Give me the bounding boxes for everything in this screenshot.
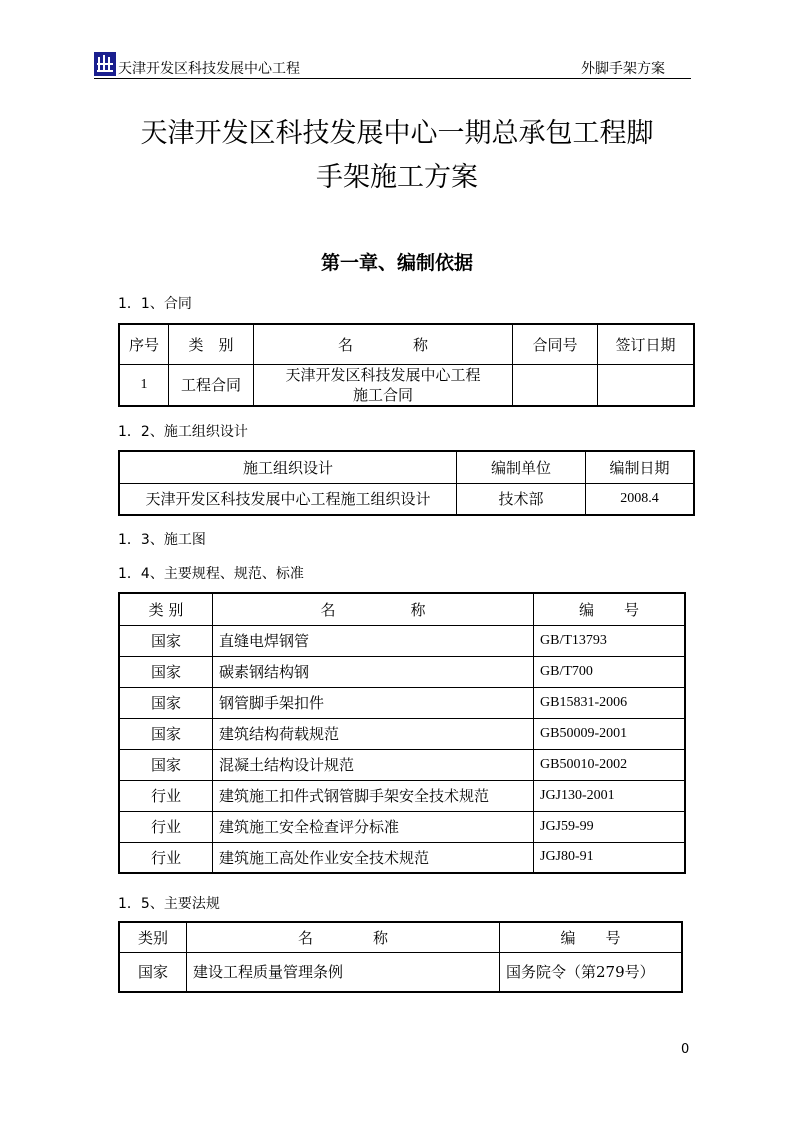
cell-code: JGJ80-91 — [534, 842, 686, 873]
table-header-row — [119, 324, 694, 364]
table-header-row — [119, 451, 694, 483]
page-header — [94, 48, 691, 79]
column-header: 类 别 — [119, 593, 213, 625]
chapter-heading: 第一章、编制依据 — [320, 252, 473, 274]
cell-name: 建设工程质量管理条例 — [187, 952, 500, 992]
table-row — [119, 718, 685, 749]
table-row — [119, 842, 685, 873]
column-header: 名 称 — [254, 324, 513, 364]
cell-name: 建筑施工扣件式钢管脚手架安全技术规范 — [213, 780, 534, 811]
cell-type: 行业 — [119, 842, 213, 873]
cell-name: 建筑结构荷载规范 — [213, 718, 534, 749]
cell-name-line2: 施工合同 — [352, 385, 413, 404]
standards-table — [118, 592, 686, 874]
page-number: 0 — [681, 1042, 690, 1057]
column-header: 编 号 — [500, 922, 683, 952]
cell-type: 国家 — [119, 952, 187, 992]
table-row — [119, 687, 685, 718]
column-header: 名 称 — [187, 922, 500, 952]
table-row — [119, 656, 685, 687]
cell-type: 国家 — [119, 718, 213, 749]
cell-code: GB/T13793 — [534, 625, 686, 656]
document-title — [94, 112, 700, 200]
cell-type: 行业 — [119, 780, 213, 811]
cell-unit: 技术部 — [457, 483, 586, 515]
table-header-row — [119, 593, 685, 625]
cell-date: 2008.4 — [586, 483, 695, 515]
document-title-line1: 天津开发区科技发展中心一期总承包工程脚 — [140, 118, 654, 149]
document-title-line2: 手架施工方案 — [316, 162, 478, 193]
table-row — [119, 811, 685, 842]
table-row — [119, 780, 685, 811]
cell-type: 国家 — [119, 687, 213, 718]
column-header: 序号 — [119, 324, 169, 364]
table-row — [119, 952, 682, 992]
column-header: 合同号 — [513, 324, 598, 364]
cell-type: 工程合同 — [169, 364, 254, 406]
cell-code: JGJ59-99 — [534, 811, 686, 842]
column-header: 编制日期 — [586, 451, 695, 483]
section-heading-design: 1．2、施工组织设计 — [118, 424, 248, 440]
cell-code: GB/T700 — [534, 656, 686, 687]
table-row — [119, 364, 694, 406]
cell-code: 国务院令（第279号） — [500, 952, 683, 992]
column-header: 名 称 — [213, 593, 534, 625]
cell-name — [254, 364, 513, 406]
cell-no: 1 — [119, 364, 169, 406]
cell-name: 钢管脚手架扣件 — [213, 687, 534, 718]
cell-type: 国家 — [119, 625, 213, 656]
standards-body — [119, 625, 685, 873]
column-header: 类别 — [119, 922, 187, 952]
table-row — [119, 625, 685, 656]
company-logo-icon — [94, 52, 116, 76]
header-document-type: 外脚手架方案 — [581, 61, 665, 77]
cell-date — [598, 364, 695, 406]
design-table — [118, 450, 695, 516]
section-heading-standards: 1．4、主要规程、规范、标准 — [118, 566, 304, 582]
cell-name: 碳素钢结构钢 — [213, 656, 534, 687]
cell-name: 建筑施工高处作业安全技术规范 — [213, 842, 534, 873]
cell-type: 行业 — [119, 811, 213, 842]
cell-type: 国家 — [119, 749, 213, 780]
laws-table — [118, 921, 683, 993]
cell-code: GB50009-2001 — [534, 718, 686, 749]
cell-design: 天津开发区科技发展中心工程施工组织设计 — [119, 483, 457, 515]
table-row — [119, 749, 685, 780]
section-heading-drawings: 1．3、施工图 — [118, 532, 206, 548]
section-heading-laws: 1．5、主要法规 — [118, 896, 220, 912]
cell-code: JGJ130-2001 — [534, 780, 686, 811]
header-project-title: 天津开发区科技发展中心工程 — [118, 61, 300, 77]
column-header: 施工组织设计 — [119, 451, 457, 483]
cell-contract-no — [513, 364, 598, 406]
column-header: 签订日期 — [598, 324, 695, 364]
column-header: 类 别 — [169, 324, 254, 364]
cell-name-line1: 天津开发区科技发展中心工程 — [285, 365, 481, 384]
column-header: 编 号 — [534, 593, 686, 625]
contract-table — [118, 323, 695, 407]
cell-type: 国家 — [119, 656, 213, 687]
section-heading-contract: 1．1、合同 — [118, 296, 192, 312]
table-row — [119, 483, 694, 515]
column-header: 编制单位 — [457, 451, 586, 483]
cell-code: GB15831-2006 — [534, 687, 686, 718]
cell-name: 建筑施工安全检查评分标准 — [213, 811, 534, 842]
cell-name: 混凝土结构设计规范 — [213, 749, 534, 780]
table-header-row — [119, 922, 682, 952]
cell-name: 直缝电焊钢管 — [213, 625, 534, 656]
cell-code: GB50010-2002 — [534, 749, 686, 780]
